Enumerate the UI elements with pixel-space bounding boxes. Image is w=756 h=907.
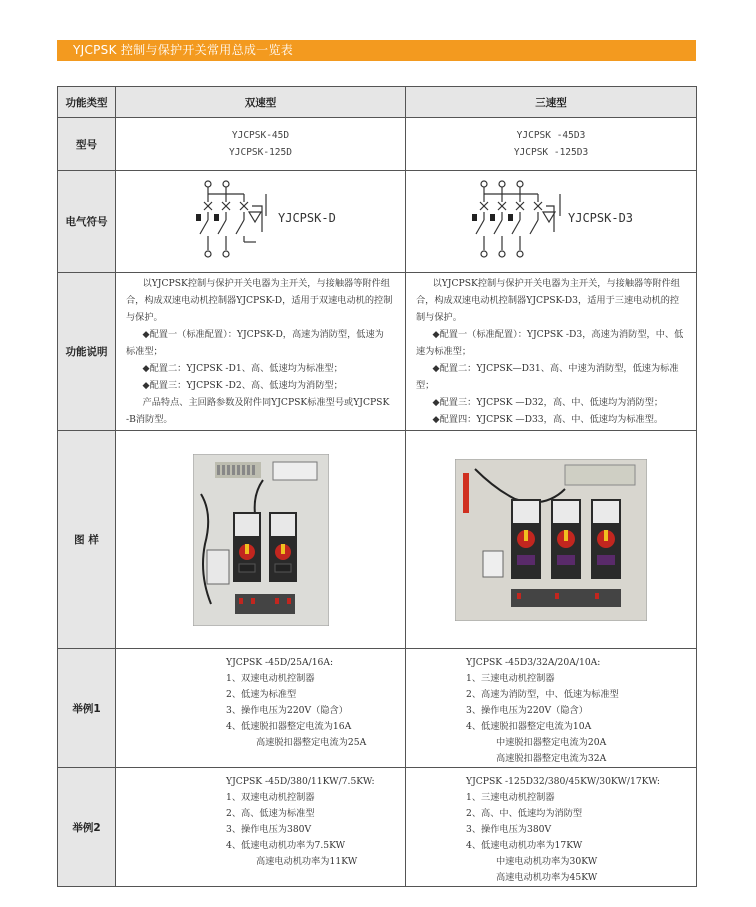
- symbol-label: 电气符号: [58, 171, 116, 273]
- model-line: YJCPSK-125D: [229, 147, 292, 158]
- description-paragraph: 以YJCPSK控制与保护开关电器为主开关，与接触器等附件组合，构成双速电动机控制器YJCPSK-D3，适用于三速电动机的控制与保护。: [416, 278, 680, 323]
- example-line: 高速脱扣器整定电流为32A: [496, 753, 607, 764]
- description-paragraph: ◆配置一（标准配置）：YJCPSK-D，高速为消防型，低速为标准型；: [126, 329, 384, 357]
- description-paragraph: ◆配置三：YJCPSK -D2、高、低速均为消防型；: [142, 380, 343, 391]
- example-line: 高速电动机功率为11KW: [256, 856, 358, 867]
- description-paragraph: 以YJCPSK控制与保护开关电器为主开关，与接触器等附件组合，构成双速电动机控制器YJCPSK-D，适用于双速电动机的控制与保护。: [126, 278, 393, 323]
- example-line: 中速电动机功率为30KW: [496, 856, 598, 867]
- model-row: [58, 118, 697, 171]
- example-line: 2、低速为标准型: [226, 689, 297, 700]
- spec-table: [57, 86, 697, 887]
- example1-three-speed: [406, 649, 697, 768]
- example-line: 2、高速为消防型，中、低速为标准型: [466, 689, 619, 700]
- symbol-three-speed: [406, 171, 697, 273]
- example-line: 4、低速电动机功率为17KW: [466, 840, 583, 851]
- example-title: YJCPSK -45D/380/11KW/7.5KW:: [226, 776, 375, 787]
- description-two-speed: [116, 273, 406, 431]
- example-title: YJCPSK -125D32/380/45KW/30KW/17KW:: [466, 776, 660, 787]
- description-paragraph: ◆配置一（标准配置）：YJCPSK -D3，高速为消防型，中、低速为标准型；: [416, 329, 684, 357]
- header-three-speed: 三速型: [406, 87, 697, 118]
- example-line: 高速脱扣器整定电流为25A: [256, 737, 367, 748]
- model-line: YJCPSK -45D3: [516, 130, 586, 141]
- example-line: 3、操作电压为220V（隐含）: [226, 705, 348, 716]
- two-speed-controller-photo: [193, 454, 329, 626]
- example-line: 中速脱扣器整定电流为20A: [496, 737, 607, 748]
- description-paragraph: ◆配置三：YJCPSK —D32，高、中、低速均为消防型；: [432, 397, 664, 408]
- example-line: 4、低速脱扣器整定电流为10A: [466, 721, 592, 732]
- picture-three-speed: [406, 431, 697, 649]
- three-speed-controller-photo: [455, 459, 647, 621]
- page-title-banner: YJCPSK 控制与保护开关常用总成一览表: [57, 40, 696, 61]
- three-speed-symbol-caption: YJCPSK-D3: [568, 210, 634, 225]
- symbol-two-speed: [116, 171, 406, 273]
- example-line: 高速电动机功率为45KW: [496, 872, 598, 883]
- model-line: YJCPSK -125D3: [513, 147, 589, 158]
- example2-three-speed: [406, 768, 697, 887]
- example-line: 2、高、中、低速均为消防型: [466, 808, 583, 819]
- example2-two-speed: [116, 768, 406, 887]
- example-line: 4、低速脱扣器整定电流为16A: [226, 721, 352, 732]
- header-type-label: 功能类型: [58, 87, 116, 118]
- two-speed-circuit-symbol: [186, 176, 336, 268]
- picture-label: 图 样: [58, 431, 116, 649]
- example2-label: 举例2: [58, 768, 116, 887]
- example2-row: [58, 768, 697, 887]
- example-title: YJCPSK -45D/25A/16A:: [226, 657, 334, 668]
- example-line: 3、操作电压为380V: [466, 824, 552, 835]
- example-line: 2、高、低速为标准型: [226, 808, 315, 819]
- example-line: 3、操作电压为380V: [226, 824, 312, 835]
- description-paragraph: 产品特点、主回路参数及附件同YJCPSK标准型号或YJCPSK -B消防型。: [126, 397, 390, 425]
- example-line: 1、双速电动机控制器: [226, 673, 315, 684]
- model-two-speed: [116, 118, 406, 171]
- description-row: [58, 273, 697, 431]
- model-three-speed: [406, 118, 697, 171]
- example1-row: [58, 649, 697, 768]
- description-paragraph: ◆配置二：YJCPSK -D1、高、低速均为标准型；: [142, 363, 343, 374]
- example-line: 3、操作电压为220V（隐含）: [466, 705, 588, 716]
- description-paragraph: ◆配置二：YJCPSK—D31、高、中速为消防型，低速为标准型；: [416, 363, 679, 391]
- model-label: 型号: [58, 118, 116, 171]
- header-two-speed: 双速型: [116, 87, 406, 118]
- picture-two-speed: [116, 431, 406, 649]
- example-line: 1、三速电动机控制器: [466, 673, 555, 684]
- example-line: 1、双速电动机控制器: [226, 792, 315, 803]
- symbol-row: [58, 171, 697, 273]
- header-row: [58, 87, 697, 118]
- example-line: 1、三速电动机控制器: [466, 792, 555, 803]
- description-three-speed: [406, 273, 697, 431]
- example-line: 4、低速电动机功率为7.5KW: [226, 840, 346, 851]
- example1-label: 举例1: [58, 649, 116, 768]
- model-line: YJCPSK-45D: [231, 130, 290, 141]
- description-label: 功能说明: [58, 273, 116, 431]
- two-speed-symbol-caption: YJCPSK-D: [277, 210, 336, 225]
- description-paragraph: ◆配置四：YJCPSK —D33，高、中、低速均为标准型。: [432, 414, 664, 425]
- three-speed-circuit-symbol: [466, 176, 636, 268]
- picture-row: [58, 431, 697, 649]
- example-title: YJCPSK -45D3/32A/20A/10A:: [466, 657, 601, 668]
- example1-two-speed: [116, 649, 406, 768]
